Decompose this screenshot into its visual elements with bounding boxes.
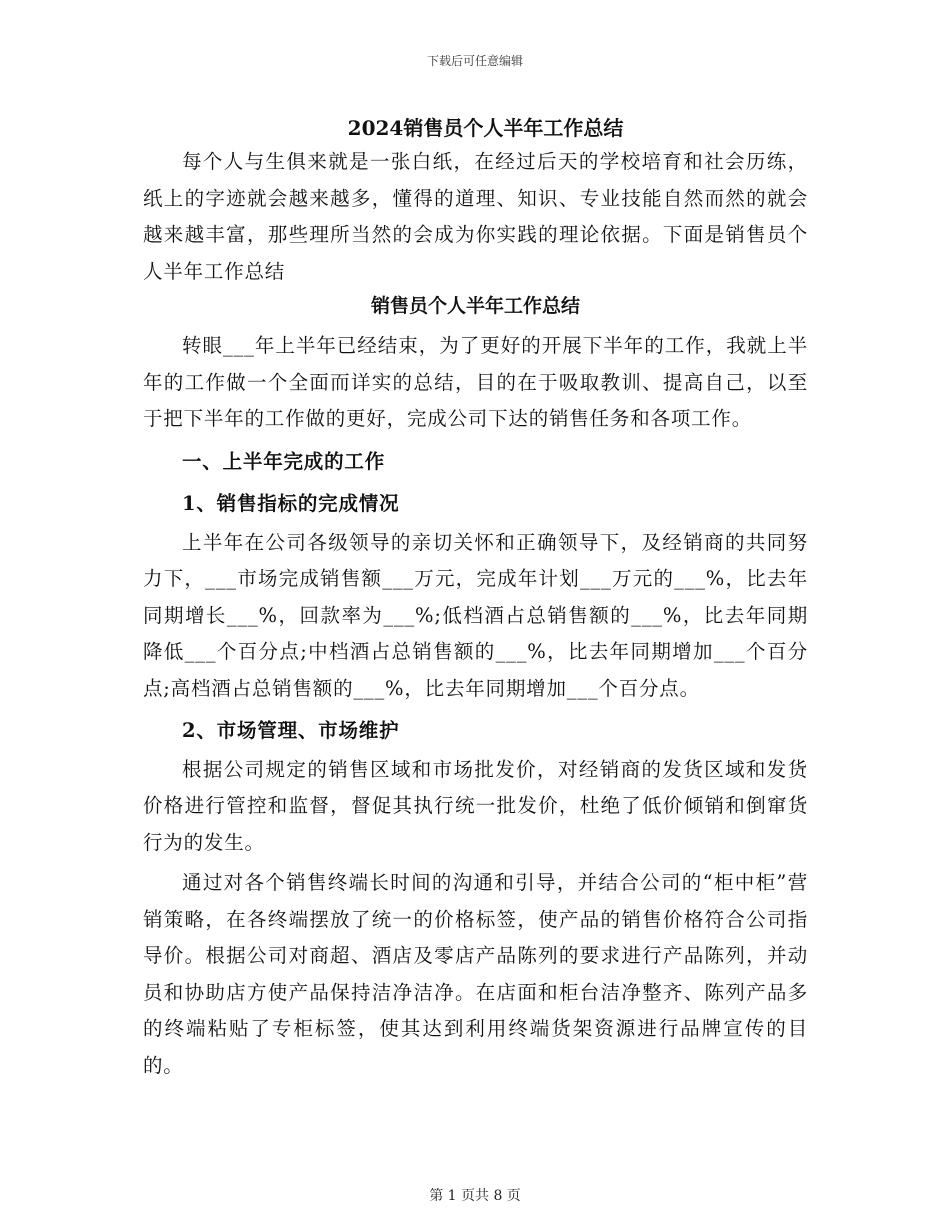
intro-paragraph: 每个人与生俱来就是一张白纸，在经过后天的学校培育和社会历练，纸上的字迹就会越来越多，懂得的道理、知识、专业技能自然而然的就会越来越丰富，那些理所当然的会成为你实践的理论依据。下面是销售员个人半年工作总结 — [143, 150, 808, 283]
paragraph-3: 根据公司规定的销售区域和市场批发价，对经销商的发货区域和发货价格进行管控和监督，督促其执行统一批发价，杜绝了低价倾销和倒窜货行为的发生。 — [143, 757, 808, 854]
subsection-heading-1-2: 2、市场管理、市场维护 — [182, 719, 400, 742]
paragraph-4: 通过对各个销售终端长时间的沟通和引导，并结合公司的“柜中柜”营销策略，在各终端摆放了统一的价格标签，使产品的销售价格符合公司指导价。根据公司对商超、酒店及零店产品陈列的要求进行产品陈列，并动员和协助店方使产品保持洁净洁净。在店面和柜台洁净整齐、陈列产品多的终端粘贴了专柜标签，使其达到利用终端货架资源进行品牌宣传的目的。 — [143, 871, 808, 1077]
paragraph-2: 上半年在公司各级领导的亲切关怀和正确领导下，及经销商的共同努力下，___市场完成销售额___万元，完成年计划___万元的___%，比去年同期增长___%，回款率为___%;低档酒占总销售额的___%，比去年同期降低___个百分点;中档酒占总销售额的___%，比去年同期增加___个百分点;高档酒占总销售额的___%，比去年同期增加___个百分点。 — [143, 530, 808, 700]
paragraph-1: 转眼___年上半年已经结束，为了更好的开展下半年的工作，我就上半年的工作做一个全面而详实的总结，目的在于吸取教训、提高自己，以至于把下半年的工作做的更好，完成公司下达的销售任务和各项工作。 — [143, 334, 808, 430]
section-heading-1: 一、上半年完成的工作 — [182, 449, 386, 473]
page-footer: 第 1 页共 8 页 — [429, 1188, 521, 1204]
document-subtitle: 销售员个人半年工作总结 — [370, 295, 580, 317]
subsection-heading-1-1: 1、销售指标的完成情况 — [182, 492, 400, 515]
document-body — [143, 112, 808, 1084]
page-header: 下载后可任意编辑 — [426, 54, 523, 68]
document-title: 2024销售员个人半年工作总结 — [347, 116, 624, 140]
